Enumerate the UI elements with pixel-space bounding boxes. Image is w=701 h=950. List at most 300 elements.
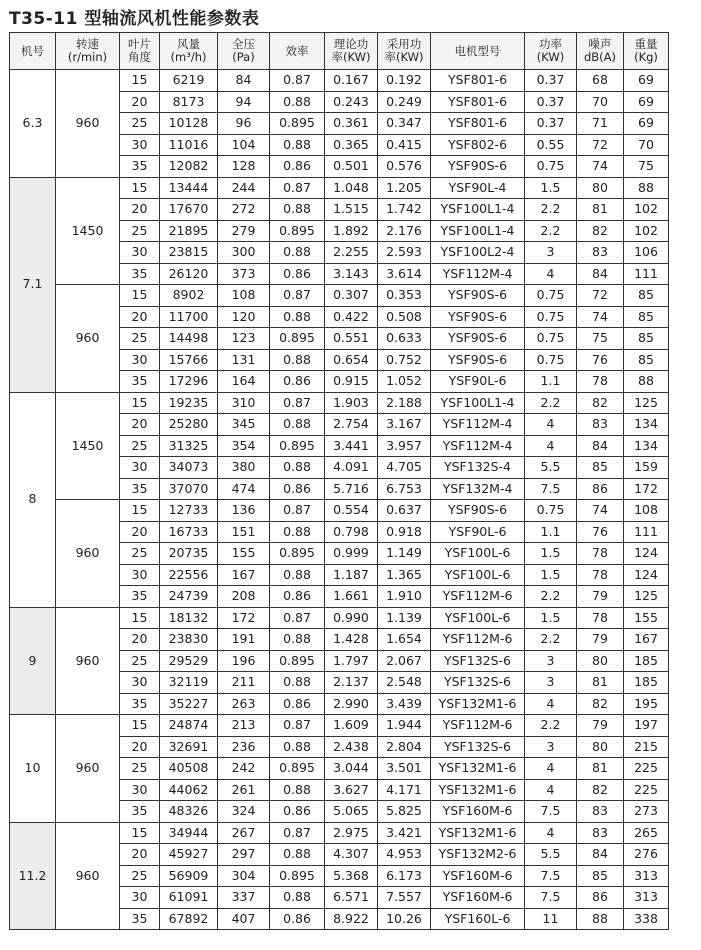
table-cell: 94 [218, 91, 270, 113]
table-cell: 2.804 [378, 736, 431, 758]
table-cell: 76 [577, 349, 624, 371]
table-cell: 81 [577, 672, 624, 694]
table-cell: 18132 [160, 607, 218, 629]
table-cell: 15 [120, 607, 160, 629]
column-header-line: 全压 [232, 37, 255, 51]
table-cell: 0.86 [270, 908, 325, 930]
table-cell: 2.438 [325, 736, 378, 758]
table-cell: 272 [218, 199, 270, 221]
table-cell: YSF132S-6 [431, 650, 525, 672]
table-cell: 1.149 [378, 543, 431, 565]
table-cell: 45927 [160, 844, 218, 866]
table-cell: 276 [624, 844, 669, 866]
table-cell: 0.895 [270, 758, 325, 780]
table-cell: 313 [624, 865, 669, 887]
table-cell: 6.571 [325, 887, 378, 909]
table-cell: 30 [120, 349, 160, 371]
table-cell: 82 [577, 392, 624, 414]
column-header-line: 效率 [285, 43, 309, 58]
column-header-line: 噪声 [588, 37, 612, 51]
table-cell: YSF100L1-4 [431, 392, 525, 414]
table-cell: 85 [624, 328, 669, 350]
table-cell: 3 [525, 242, 577, 264]
table-cell: 167 [624, 629, 669, 651]
table-cell: 84 [577, 844, 624, 866]
table-cell: 2.2 [525, 199, 577, 221]
table-cell: YSF112M-4 [431, 435, 525, 457]
table-cell: 88 [624, 371, 669, 393]
table-cell: 78 [577, 543, 624, 565]
table-cell: 30 [120, 779, 160, 801]
table-cell: 0.88 [270, 779, 325, 801]
rotation-speed-cell: 960 [56, 285, 120, 393]
table-cell: YSF132S-6 [431, 736, 525, 758]
table-cell: 0.87 [270, 822, 325, 844]
table-cell: 0.88 [270, 91, 325, 113]
table-cell: 2.754 [325, 414, 378, 436]
table-cell: 0.637 [378, 500, 431, 522]
table-cell: 215 [624, 736, 669, 758]
column-header-line: 转速 [76, 37, 99, 51]
table-cell: 279 [218, 220, 270, 242]
table-cell: 0.415 [378, 134, 431, 156]
column-header [56, 33, 120, 70]
column-header-line: (Pa) [232, 50, 255, 64]
table-cell: 35 [120, 586, 160, 608]
table-header-row [10, 33, 669, 70]
table-cell: 1.1 [525, 371, 577, 393]
table-cell: YSF100L1-4 [431, 199, 525, 221]
table-cell: 1.052 [378, 371, 431, 393]
table-cell: YSF160M-6 [431, 887, 525, 909]
table-cell: 3.167 [378, 414, 431, 436]
table-cell: 2.593 [378, 242, 431, 264]
table-cell: YSF112M-4 [431, 263, 525, 285]
table-cell: 0.895 [270, 328, 325, 350]
table-cell: 4.171 [378, 779, 431, 801]
table-cell: 474 [218, 478, 270, 500]
table-cell: 0.86 [270, 478, 325, 500]
table-row [10, 822, 669, 844]
table-cell: 1.910 [378, 586, 431, 608]
rotation-speed-cell: 1450 [56, 177, 120, 285]
table-cell: 0.75 [525, 500, 577, 522]
table-cell: 8173 [160, 91, 218, 113]
fan-model-cell: 8 [10, 392, 56, 607]
table-cell: 80 [577, 177, 624, 199]
table-cell: 82 [577, 779, 624, 801]
table-cell: 96 [218, 113, 270, 135]
table-cell: 3.439 [378, 693, 431, 715]
table-cell: 20 [120, 414, 160, 436]
table-cell: 10128 [160, 113, 218, 135]
table-cell: 0.87 [270, 392, 325, 414]
table-cell: 172 [624, 478, 669, 500]
table-cell: 4 [525, 693, 577, 715]
table-cell: 345 [218, 414, 270, 436]
table-cell: 61091 [160, 887, 218, 909]
table-cell: 88 [624, 177, 669, 199]
table-cell: 0.88 [270, 134, 325, 156]
table-cell: 151 [218, 521, 270, 543]
table-cell: 35 [120, 156, 160, 178]
table-cell: 1.5 [525, 607, 577, 629]
table-cell: 17670 [160, 199, 218, 221]
table-cell: 0.37 [525, 113, 577, 135]
table-cell: 0.353 [378, 285, 431, 307]
table-cell: 1.139 [378, 607, 431, 629]
table-cell: 84 [577, 263, 624, 285]
table-cell: 78 [577, 564, 624, 586]
table-cell: 0.86 [270, 371, 325, 393]
table-cell: 30 [120, 672, 160, 694]
table-cell: 123 [218, 328, 270, 350]
table-cell: 172 [218, 607, 270, 629]
table-cell: 25 [120, 435, 160, 457]
table-cell: 25 [120, 220, 160, 242]
table-cell: 159 [624, 457, 669, 479]
table-cell: 0.88 [270, 306, 325, 328]
table-cell: 0.88 [270, 564, 325, 586]
table-cell: 2.990 [325, 693, 378, 715]
table-cell: 78 [577, 607, 624, 629]
rotation-speed-cell: 960 [56, 715, 120, 823]
table-cell: 32691 [160, 736, 218, 758]
table-cell: 20 [120, 199, 160, 221]
table-cell: 2.188 [378, 392, 431, 414]
table-cell: 1.048 [325, 177, 378, 199]
table-cell: 24874 [160, 715, 218, 737]
table-cell: 85 [624, 349, 669, 371]
table-cell: 102 [624, 220, 669, 242]
table-cell: 120 [218, 306, 270, 328]
table-cell: 15 [120, 822, 160, 844]
rotation-speed-cell: 960 [56, 607, 120, 715]
column-header [270, 33, 325, 70]
table-cell: 211 [218, 672, 270, 694]
table-cell: 185 [624, 650, 669, 672]
table-cell: YSF100L-6 [431, 564, 525, 586]
table-cell: 324 [218, 801, 270, 823]
table-cell: 0.37 [525, 91, 577, 113]
table-cell: 8902 [160, 285, 218, 307]
table-cell: 82 [577, 220, 624, 242]
table-cell: 15 [120, 715, 160, 737]
table-cell: 0.88 [270, 457, 325, 479]
table-cell: 23815 [160, 242, 218, 264]
table-cell: 0.365 [325, 134, 378, 156]
table-cell: 82 [577, 693, 624, 715]
column-header [10, 33, 56, 70]
table-cell: 15 [120, 70, 160, 92]
table-cell: 164 [218, 371, 270, 393]
column-header-line: 叶片 [128, 37, 151, 51]
column-header-line: 机号 [21, 43, 44, 58]
table-cell: 124 [624, 564, 669, 586]
table-cell: 74 [577, 500, 624, 522]
table-cell: 11700 [160, 306, 218, 328]
table-cell: 3.441 [325, 435, 378, 457]
table-cell: 0.249 [378, 91, 431, 113]
table-cell: 15 [120, 392, 160, 414]
table-cell: 25 [120, 328, 160, 350]
table-cell: 1.892 [325, 220, 378, 242]
table-cell: 69 [624, 70, 669, 92]
table-cell: 25 [120, 865, 160, 887]
table-cell: 10.26 [378, 908, 431, 930]
table-cell: 3.957 [378, 435, 431, 457]
table-cell: 81 [577, 199, 624, 221]
table-cell: YSF132M1-6 [431, 822, 525, 844]
table-cell: 4.705 [378, 457, 431, 479]
table-cell: 16733 [160, 521, 218, 543]
table-cell: 5.065 [325, 801, 378, 823]
page-title: T35-11 型轴流风机性能参数表 [9, 9, 260, 29]
table-cell: 67892 [160, 908, 218, 930]
table-cell: 0.895 [270, 865, 325, 887]
table-cell: 86 [577, 478, 624, 500]
fan-model-cell: 9 [10, 607, 56, 715]
table-cell: 35 [120, 371, 160, 393]
table-cell: 0.192 [378, 70, 431, 92]
table-cell: 354 [218, 435, 270, 457]
fan-model-cell: 7.1 [10, 177, 56, 392]
table-cell: 13444 [160, 177, 218, 199]
column-header-line: 率(KW) [384, 50, 424, 64]
table-cell: 30 [120, 457, 160, 479]
table-cell: 25 [120, 543, 160, 565]
table-cell: 2.548 [378, 672, 431, 694]
table-cell: 0.895 [270, 543, 325, 565]
table-cell: 261 [218, 779, 270, 801]
table-cell: 5.368 [325, 865, 378, 887]
table-cell: 1.515 [325, 199, 378, 221]
table-cell: 0.87 [270, 607, 325, 629]
table-cell: YSF90S-6 [431, 349, 525, 371]
table-cell: 2.255 [325, 242, 378, 264]
table-cell: YSF160M-6 [431, 865, 525, 887]
table-row [10, 70, 669, 92]
table-cell: YSF90S-6 [431, 306, 525, 328]
table-cell: 380 [218, 457, 270, 479]
table-cell: 0.654 [325, 349, 378, 371]
table-cell: 2.137 [325, 672, 378, 694]
table-cell: 81 [577, 758, 624, 780]
table-cell: 0.307 [325, 285, 378, 307]
table-cell: 0.86 [270, 586, 325, 608]
table-cell: 104 [218, 134, 270, 156]
table-row [10, 177, 669, 199]
table-cell: 1.5 [525, 564, 577, 586]
table-cell: 20735 [160, 543, 218, 565]
table-cell: 74 [577, 156, 624, 178]
table-cell: 0.167 [325, 70, 378, 92]
table-cell: 0.88 [270, 672, 325, 694]
table-cell: 8.922 [325, 908, 378, 930]
table-cell: 23830 [160, 629, 218, 651]
table-cell: 0.88 [270, 844, 325, 866]
table-cell: 0.86 [270, 263, 325, 285]
table-cell: 6219 [160, 70, 218, 92]
table-cell: 0.75 [525, 156, 577, 178]
table-cell: YSF90S-6 [431, 285, 525, 307]
table-cell: YSF801-6 [431, 113, 525, 135]
table-cell: 197 [624, 715, 669, 737]
column-header [431, 33, 525, 70]
table-cell: 4 [525, 822, 577, 844]
table-cell: 7.5 [525, 801, 577, 823]
table-cell: 0.87 [270, 500, 325, 522]
table-cell: 0.88 [270, 887, 325, 909]
table-cell: 85 [624, 306, 669, 328]
table-cell: 185 [624, 672, 669, 694]
table-cell: 5.716 [325, 478, 378, 500]
table-cell: 236 [218, 736, 270, 758]
table-cell: YSF160M-6 [431, 801, 525, 823]
table-cell: 3 [525, 736, 577, 758]
table-cell: 19235 [160, 392, 218, 414]
table-cell: 0.86 [270, 693, 325, 715]
column-header-line: (KW) [536, 50, 565, 64]
table-cell: 108 [218, 285, 270, 307]
table-cell: 1.187 [325, 564, 378, 586]
table-cell: 20 [120, 521, 160, 543]
table-cell: 3.044 [325, 758, 378, 780]
table-cell: 30 [120, 887, 160, 909]
table-cell: 15 [120, 500, 160, 522]
table-cell: 1.903 [325, 392, 378, 414]
table-cell: 0.75 [525, 285, 577, 307]
table-cell: 84 [218, 70, 270, 92]
rotation-speed-cell: 1450 [56, 392, 120, 500]
table-cell: 7.557 [378, 887, 431, 909]
table-cell: YSF160L-6 [431, 908, 525, 930]
table-cell: 80 [577, 650, 624, 672]
table-cell: 3.421 [378, 822, 431, 844]
table-cell: 0.361 [325, 113, 378, 135]
table-cell: 76 [577, 521, 624, 543]
table-cell: 297 [218, 844, 270, 866]
table-cell: 225 [624, 779, 669, 801]
table-cell: 5.825 [378, 801, 431, 823]
table-cell: 300 [218, 242, 270, 264]
column-header-line: 风量 [177, 37, 200, 51]
table-cell: 1.742 [378, 199, 431, 221]
table-cell: 11 [525, 908, 577, 930]
table-cell: 134 [624, 414, 669, 436]
column-header-line: (m³/h) [170, 50, 207, 64]
table-cell: 4.091 [325, 457, 378, 479]
table-cell: 108 [624, 500, 669, 522]
table-cell: 34073 [160, 457, 218, 479]
column-header-line: 电机型号 [454, 43, 501, 58]
table-cell: 6.753 [378, 478, 431, 500]
table-cell: 2.2 [525, 392, 577, 414]
table-cell: 79 [577, 715, 624, 737]
table-cell: 3.614 [378, 263, 431, 285]
table-cell: 75 [624, 156, 669, 178]
column-header-line: (Kg) [634, 50, 658, 64]
table-cell: 35227 [160, 693, 218, 715]
table-cell: YSF90L-6 [431, 521, 525, 543]
table-cell: 0.798 [325, 521, 378, 543]
table-cell: 4 [525, 263, 577, 285]
table-cell: 195 [624, 693, 669, 715]
table-cell: 1.609 [325, 715, 378, 737]
table-cell: 1.205 [378, 177, 431, 199]
table-cell: 0.243 [325, 91, 378, 113]
table-cell: 86 [577, 887, 624, 909]
table-cell: 0.990 [325, 607, 378, 629]
table-cell: 0.88 [270, 521, 325, 543]
table-row [10, 392, 669, 414]
table-cell: 75 [577, 328, 624, 350]
table-cell: 244 [218, 177, 270, 199]
fan-model-cell: 10 [10, 715, 56, 823]
table-cell: 2.176 [378, 220, 431, 242]
table-cell: 35 [120, 801, 160, 823]
table-cell: 1.5 [525, 543, 577, 565]
table-cell: 17296 [160, 371, 218, 393]
fan-model-cell: 11.2 [10, 822, 56, 930]
table-cell: 83 [577, 242, 624, 264]
table-cell: 79 [577, 586, 624, 608]
table-cell: 0.347 [378, 113, 431, 135]
table-cell: 20 [120, 91, 160, 113]
table-cell: 0.633 [378, 328, 431, 350]
table-cell: 83 [577, 414, 624, 436]
table-cell: 88 [577, 908, 624, 930]
table-cell: 24739 [160, 586, 218, 608]
table-cell: 373 [218, 263, 270, 285]
table-cell: 15 [120, 177, 160, 199]
table-cell: 124 [624, 543, 669, 565]
table-cell: 0.551 [325, 328, 378, 350]
table-cell: YSF132M1-6 [431, 693, 525, 715]
table-cell: 125 [624, 586, 669, 608]
table-cell: 1.365 [378, 564, 431, 586]
table-cell: 3 [525, 672, 577, 694]
table-cell: 4 [525, 414, 577, 436]
table-cell: 125 [624, 392, 669, 414]
table-cell: 196 [218, 650, 270, 672]
table-cell: YSF90L-6 [431, 371, 525, 393]
table-cell: 25280 [160, 414, 218, 436]
table-cell: 267 [218, 822, 270, 844]
rotation-speed-cell: 960 [56, 70, 120, 178]
column-header-line: 重量 [634, 37, 658, 51]
table-cell: 167 [218, 564, 270, 586]
table-cell: 0.87 [270, 70, 325, 92]
table-cell: 80 [577, 736, 624, 758]
table-cell: 85 [577, 865, 624, 887]
table-cell: 4 [525, 758, 577, 780]
table-cell: YSF100L2-4 [431, 242, 525, 264]
table-cell: 2.2 [525, 586, 577, 608]
table-cell: 0.75 [525, 306, 577, 328]
table-cell: YSF802-6 [431, 134, 525, 156]
table-cell: 25 [120, 650, 160, 672]
table-cell: 70 [624, 134, 669, 156]
table-cell: 5.5 [525, 457, 577, 479]
table-cell: 273 [624, 801, 669, 823]
table-cell: 0.576 [378, 156, 431, 178]
table-cell: 242 [218, 758, 270, 780]
table-cell: 106 [624, 242, 669, 264]
table-cell: YSF112M-6 [431, 629, 525, 651]
table-cell: 83 [577, 822, 624, 844]
table-cell: YSF132M1-6 [431, 779, 525, 801]
